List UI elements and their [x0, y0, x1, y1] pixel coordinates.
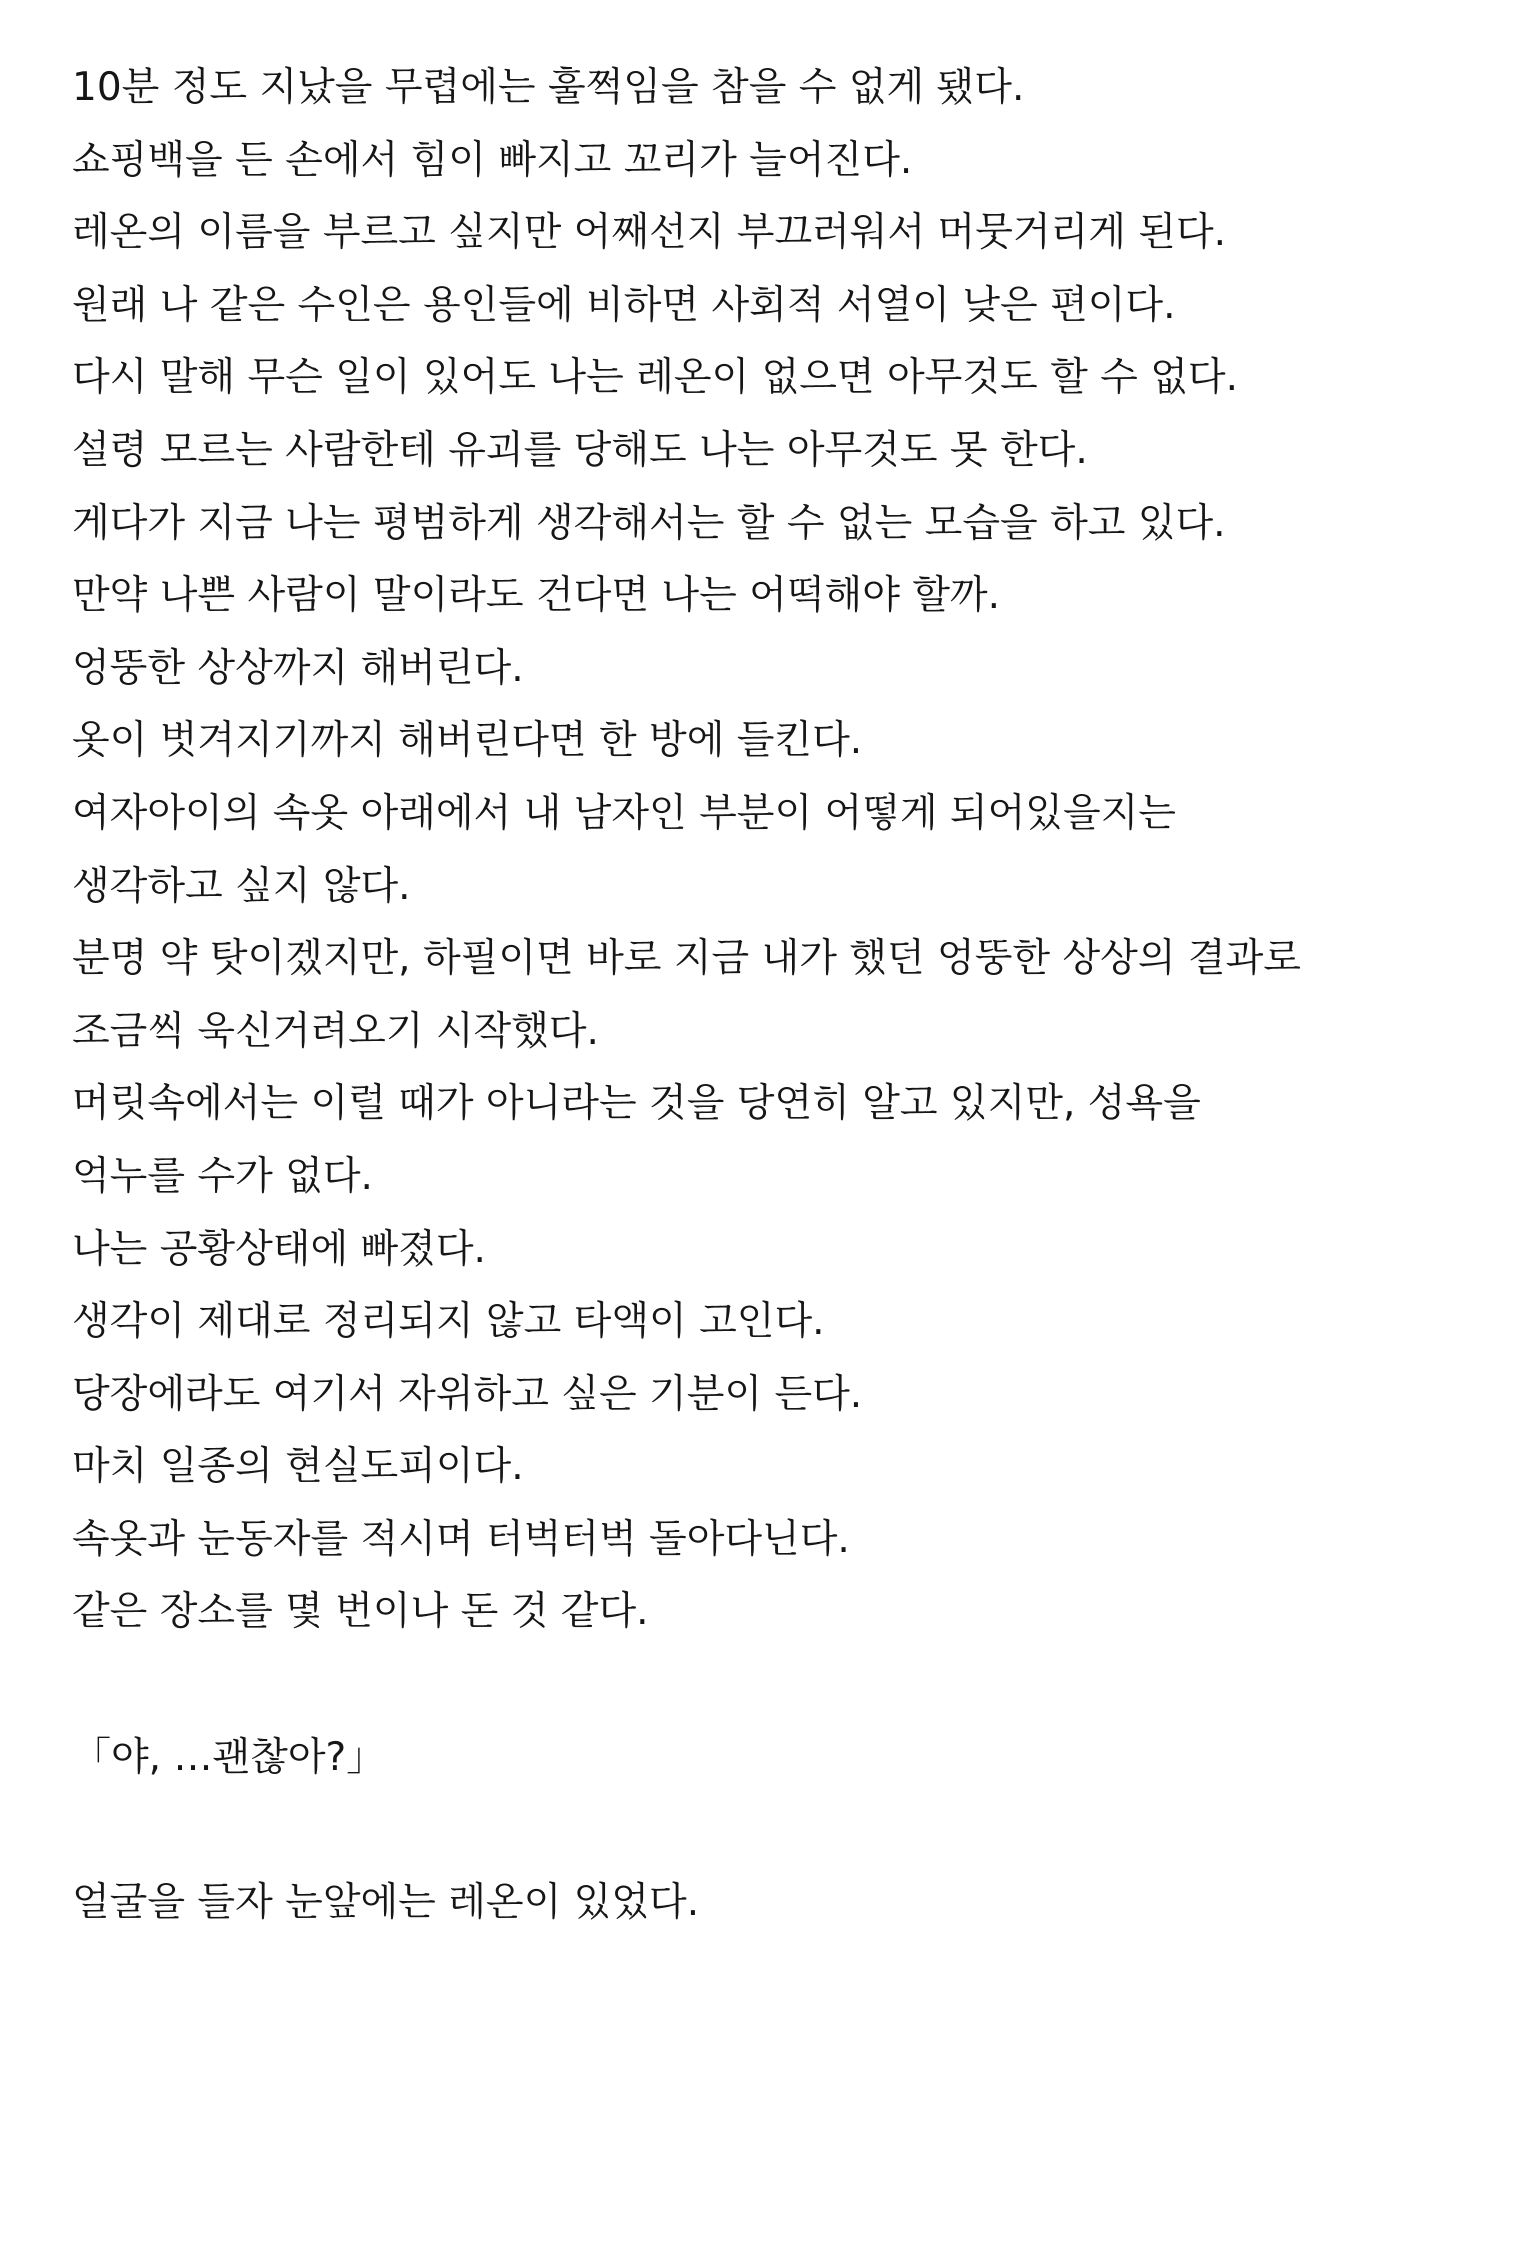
text-line-15: 머릿속에서는 이럴 때가 아니라는 것을 당연히 알고 있지만, 성욕을: [72, 1081, 1201, 1127]
text-line-10: 옷이 벗겨지기까지 해버린다면 한 방에 들킨다.: [72, 718, 863, 764]
text-line-21: 속옷과 눈동자를 적시며 터벅터벅 돌아다닌다.: [72, 1516, 850, 1562]
text-line-22: 같은 장소를 몇 번이나 돈 것 같다.: [72, 1589, 649, 1635]
text-line-7: 게다가 지금 나는 평범하게 생각해서는 할 수 없는 모습을 하고 있다.: [72, 500, 1226, 546]
text-line-3: 레온의 이름을 부르고 싶지만 어째선지 부끄러워서 머뭇거리게 된다.: [72, 210, 1227, 256]
paragraph-gap: [72, 1794, 1492, 1867]
text-line-18: 생각이 제대로 정리되지 않고 타액이 고인다.: [72, 1299, 825, 1345]
text-line-1: 10분 정도 지났을 무렵에는 훌쩍임을 참을 수 없게 됐다.: [72, 65, 1025, 110]
text-line-16: 억누를 수가 없다.: [72, 1153, 373, 1199]
text-line-13: 분명 약 탓이겠지만, 하필이면 바로 지금 내가 했던 엉뚱한 상상의 결과로: [72, 936, 1301, 982]
text-line-20: 마치 일종의 현실도피이다.: [72, 1444, 524, 1490]
closing-line: 얼굴을 들자 눈앞에는 레온이 있었다.: [72, 1879, 700, 1925]
text-line-4: 원래 나 같은 수인은 용인들에 비하면 사회적 서열이 낮은 편이다.: [72, 282, 1176, 328]
text-line-9: 엉뚱한 상상까지 해버린다.: [72, 645, 524, 691]
text-line-11: 여자아이의 속옷 아래에서 내 남자인 부분이 어떻게 되어있을지는: [72, 790, 1176, 836]
text-line-19: 당장에라도 여기서 자위하고 싶은 기분이 든다.: [72, 1371, 863, 1417]
text-line-6: 설령 모르는 사람한테 유괴를 당해도 나는 아무것도 못 한다.: [72, 427, 1088, 473]
paragraph-gap: [72, 1649, 1492, 1722]
dialogue-line: 「야, …괜찮아?」: [72, 1734, 386, 1780]
text-line-5: 다시 말해 무슨 일이 있어도 나는 레온이 없으면 아무것도 할 수 없다.: [72, 355, 1238, 401]
text-line-14: 조금씩 욱신거려오기 시작했다.: [72, 1008, 599, 1054]
text-line-2: 쇼핑백을 든 손에서 힘이 빠지고 꼬리가 늘어진다.: [72, 137, 913, 183]
story-text: [72, 52, 1492, 1939]
text-line-17: 나는 공황상태에 빠졌다.: [72, 1226, 486, 1272]
text-line-8: 만약 나쁜 사람이 말이라도 건다면 나는 어떡해야 할까.: [72, 573, 1001, 619]
text-line-12: 생각하고 싶지 않다.: [72, 863, 411, 909]
